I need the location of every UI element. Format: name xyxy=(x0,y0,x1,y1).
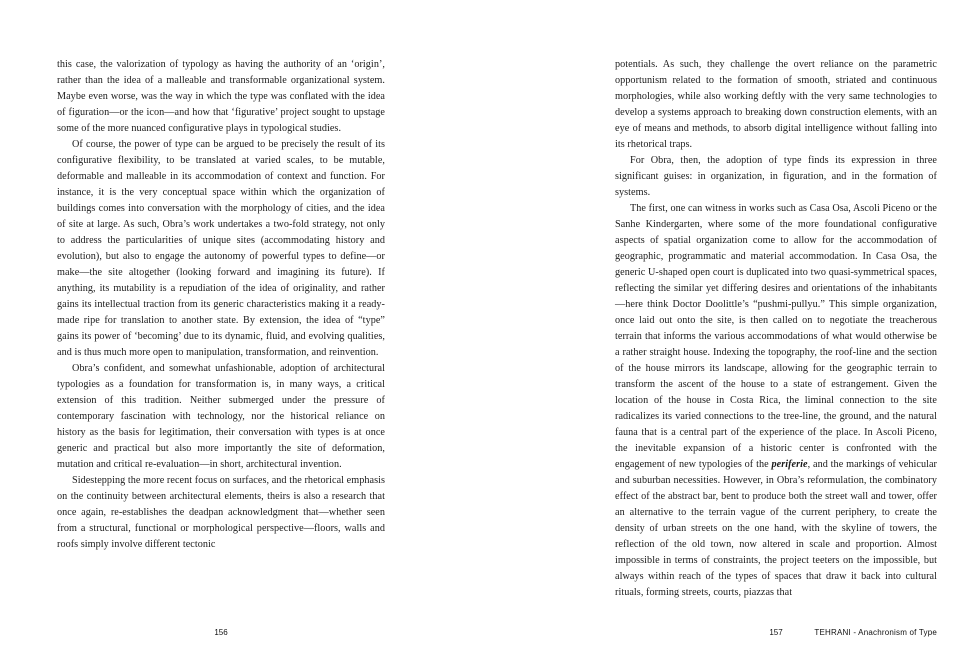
text-segment: For Obra, then, the adoption of type finds its expression in three significant guises: in organization, in figuration, and in the formation of systems. xyxy=(615,155,937,198)
text-segment: The first, one can witness in works such as Casa Osa, Ascoli Piceno or the Sanhe Kindergarten, where some of the more foundational configurative aspects of spatial organization come to allow for the accommodation of geographic, programmatic and material accommodation. In Casa Osa, the generic U-shaped open court is duplicated into two quasi-symmetrical spaces, reflecting the similar yet differing desires and orientations of the inhabitants—here think Doctor Doolittle’s “pushmi-pullyu.” This simple organization, once laid out onto the site, is then called on to negotiate the treacherous terrain that informs the various accommodations of what would otherwise be a rather straight house. Indexing the topography, the roof-line and the section of the house mirrors its landscape, allowing for the geographic terrain to transform the ascent of the house to a state of estrangement. Given the location of the house in Costa Rica, the liminal connection to the site radicalizes its varied connections to the tree-line, the ground, and the natural fauna that is a central part of the experience of the place. In Ascoli Piceno, the inevitable expansion of a historic center is confronted with the engagement of new typologies of the xyxy=(615,203,937,470)
running-footer-title: TEHRANI - Anachronism of Type xyxy=(814,628,937,637)
paragraph xyxy=(57,473,385,553)
text-segment: Sidestepping the more recent focus on surfaces, and the rhetorical emphasis on the continuity between architectural elements, theirs is also a research that once again, re-establishes the deadpan acknowledgment that—whether seen from a structural, functional or morphological perspective—floors, walls and roofs simply involve different tectonic xyxy=(57,475,385,550)
text-segment: Of course, the power of type can be argued to be precisely the result of its configurative flexibility, to be translated at varied scales, to be mutable, deformable and malleable in its accommodation of context and function. For instance, it is the very conceptual space within which the organization of buildings comes into conversation with the morphology of cities, and the idea of site at large. As such, Obra’s work undertakes a two-fold strategy, not only to address the particularities of unique sites (accommodating history and evolution), but also to engage the autonomy of powerful types to define—or make—the site altogether (looking forward and imagining its future). If anything, its mutability is a repudiation of the idea of originality, and rather gains its intellectual traction from its generic characteristics making it a ready-made ripe for translation to another state. By extension, the idea of “type” gains its power of ‘becoming’ due to its dynamic, fluid, and evolving qualities, and is thus much more open to manipulation, transformation, and reinvention. xyxy=(57,139,385,358)
left-page-text-column xyxy=(57,57,385,553)
text-segment: this case, the valorization of typology as having the authority of an ‘origin’, rather than the idea of a malleable and transformable organizational system. Maybe even worse, was the way in which the type was conflated with the idea of figuration—or the icon—and how that ‘figurative’ project sought to upstage some of the more nuanced configurative plays in typological studies. xyxy=(57,59,385,134)
paragraph xyxy=(615,201,937,601)
italic-text-segment: periferie xyxy=(771,459,808,470)
paragraph xyxy=(615,57,937,153)
left-page-footer xyxy=(57,628,385,640)
right-page-number: 157 xyxy=(769,628,783,637)
text-segment: potentials. As such, they challenge the overt reliance on the parametric opportunism related to the formation of smooth, striated and continuous morphologies, while also working deftly with the very same technologies to develop a systems approach to breaking down construction elements, with an eye of means and methods, to absorb digital intelligence without falling into its rhetorical traps. xyxy=(615,59,937,150)
text-segment: , and the markings of vehicular and suburban necessities. However, in Obra’s reformulation, the combinatory effect of the abstract bar, bent to produce both the street wall and tower, offer an alternative to the terrain vague of the current periphery, to create the density of urban streets on the one hand, with the skyline of towers, the reflection of the old town, now altered in scale and proportion. Almost impossible in terms of constraints, the project teeters on the impossible, but always within reach of the types of spaces that draw it back into cultural rituals, forming streets, courts, piazzas that xyxy=(615,459,937,598)
paragraph xyxy=(615,153,937,201)
right-page-text-column xyxy=(615,57,937,601)
paragraph xyxy=(57,361,385,473)
paragraph xyxy=(57,57,385,137)
paragraph xyxy=(57,137,385,361)
text-segment: Obra’s confident, and somewhat unfashionable, adoption of architectural typologies as a foundation for transformation is, in many ways, a critical extension of this tradition. Neither submerged under the pressure of contemporary fascination with technology, nor the historical reliance on history as the basis for legitimation, their conversation with types is at once generic and practical but also more importantly the site of deformation, mutation and critical re-evaluation—in short, architectural invention. xyxy=(57,363,385,470)
right-page-footer xyxy=(615,628,937,640)
left-page-number: 156 xyxy=(214,628,228,637)
